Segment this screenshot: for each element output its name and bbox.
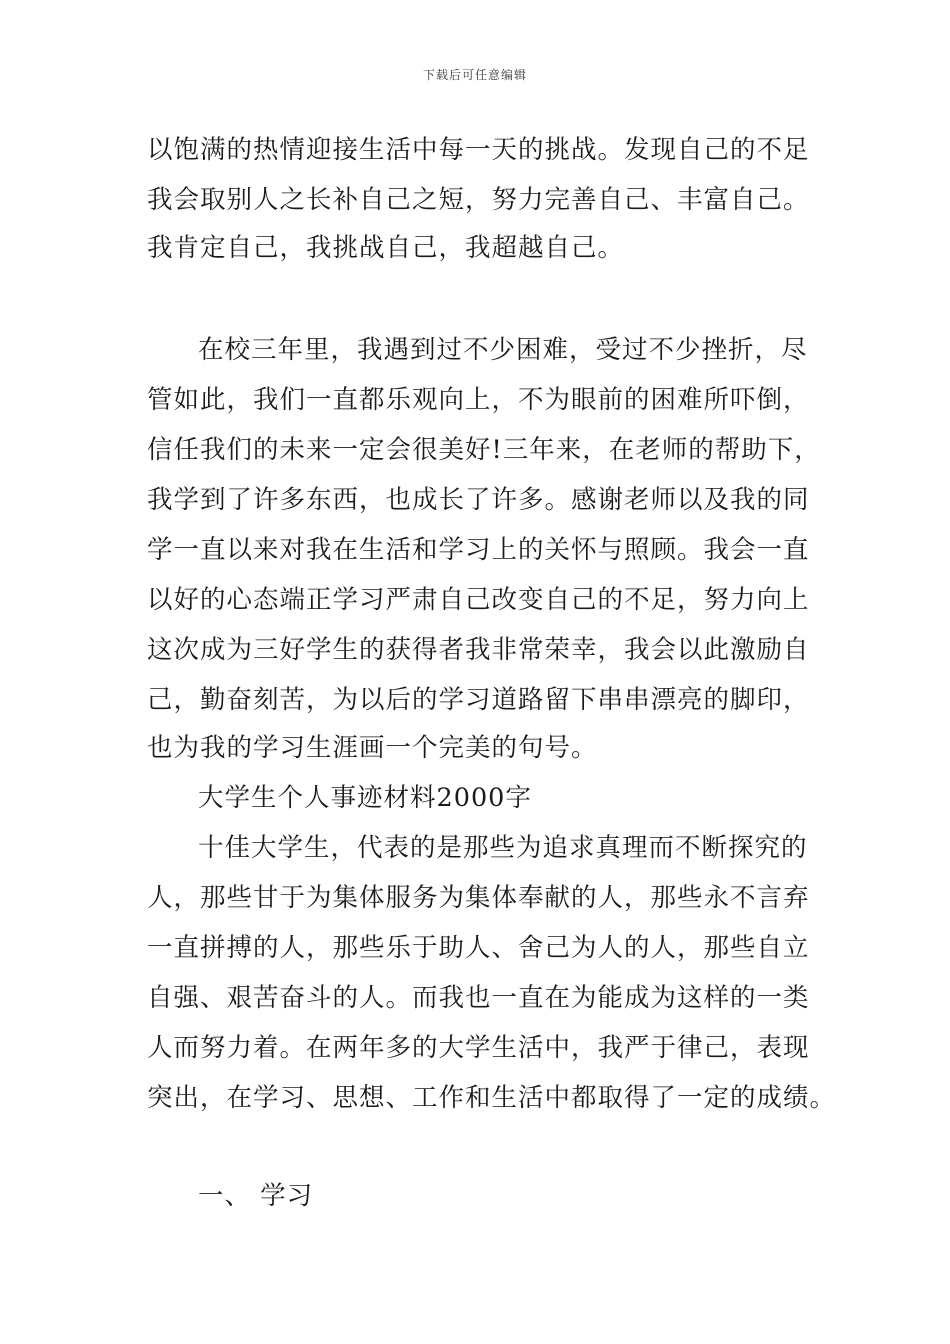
text-line: 自强、艰苦奋斗的人。而我也一直在为能成为这样的一类 xyxy=(147,983,810,1013)
text-line: 学一直以来对我在生活和学习上的关怀与照顾。我会一直 xyxy=(147,535,810,565)
text-line: 十佳大学生，代表的是那些为追求真理而不断探究的 xyxy=(198,833,808,863)
text-line: 我会取别人之长补自己之短，努力完善自己、丰富自己。 xyxy=(147,185,810,215)
text-line: 这次成为三好学生的获得者我非常荣幸，我会以此激励自 xyxy=(147,635,810,665)
page-header: 下载后可任意编辑 xyxy=(422,68,527,82)
document-title: 大学生个人事迹材料2000字 xyxy=(198,783,532,813)
text-line: 一直拼搏的人，那些乐于助人、舍己为人的人，那些自立 xyxy=(147,933,810,963)
text-line: 我学到了许多东西，也成长了许多。感谢老师以及我的同 xyxy=(147,485,810,515)
text-line: 信任我们的未来一定会很美好!三年来，在老师的帮助下， xyxy=(147,435,821,465)
text-line: 以好的心态端正学习严肃自己改变自己的不足，努力向上 xyxy=(147,585,810,615)
text-line: 突出，在学习、思想、工作和生活中都取得了一定的成绩。 xyxy=(147,1083,837,1113)
text-line: 人，那些甘于为集体服务为集体奉献的人，那些永不言弃 xyxy=(147,883,810,913)
text-line: 以饱满的热情迎接生活中每一天的挑战。发现自己的不足 xyxy=(147,135,810,165)
text-line: 也为我的学习生涯画一个完美的句号。 xyxy=(147,733,598,763)
text-line: 己，勤奋刻苦，为以后的学习道路留下串串漂亮的脚印， xyxy=(147,685,810,715)
text-line: 人而努力着。在两年多的大学生活中，我严于律己，表现 xyxy=(147,1033,810,1063)
text-line: 我肯定自己，我挑战自己，我超越自己。 xyxy=(147,233,625,263)
section-heading: 一、 学习 xyxy=(198,1181,314,1211)
text-line: 在校三年里，我遇到过不少困难，受过不少挫折，尽 xyxy=(198,335,808,365)
text-line: 管如此，我们一直都乐观向上，不为眼前的困难所吓倒， xyxy=(147,385,810,415)
